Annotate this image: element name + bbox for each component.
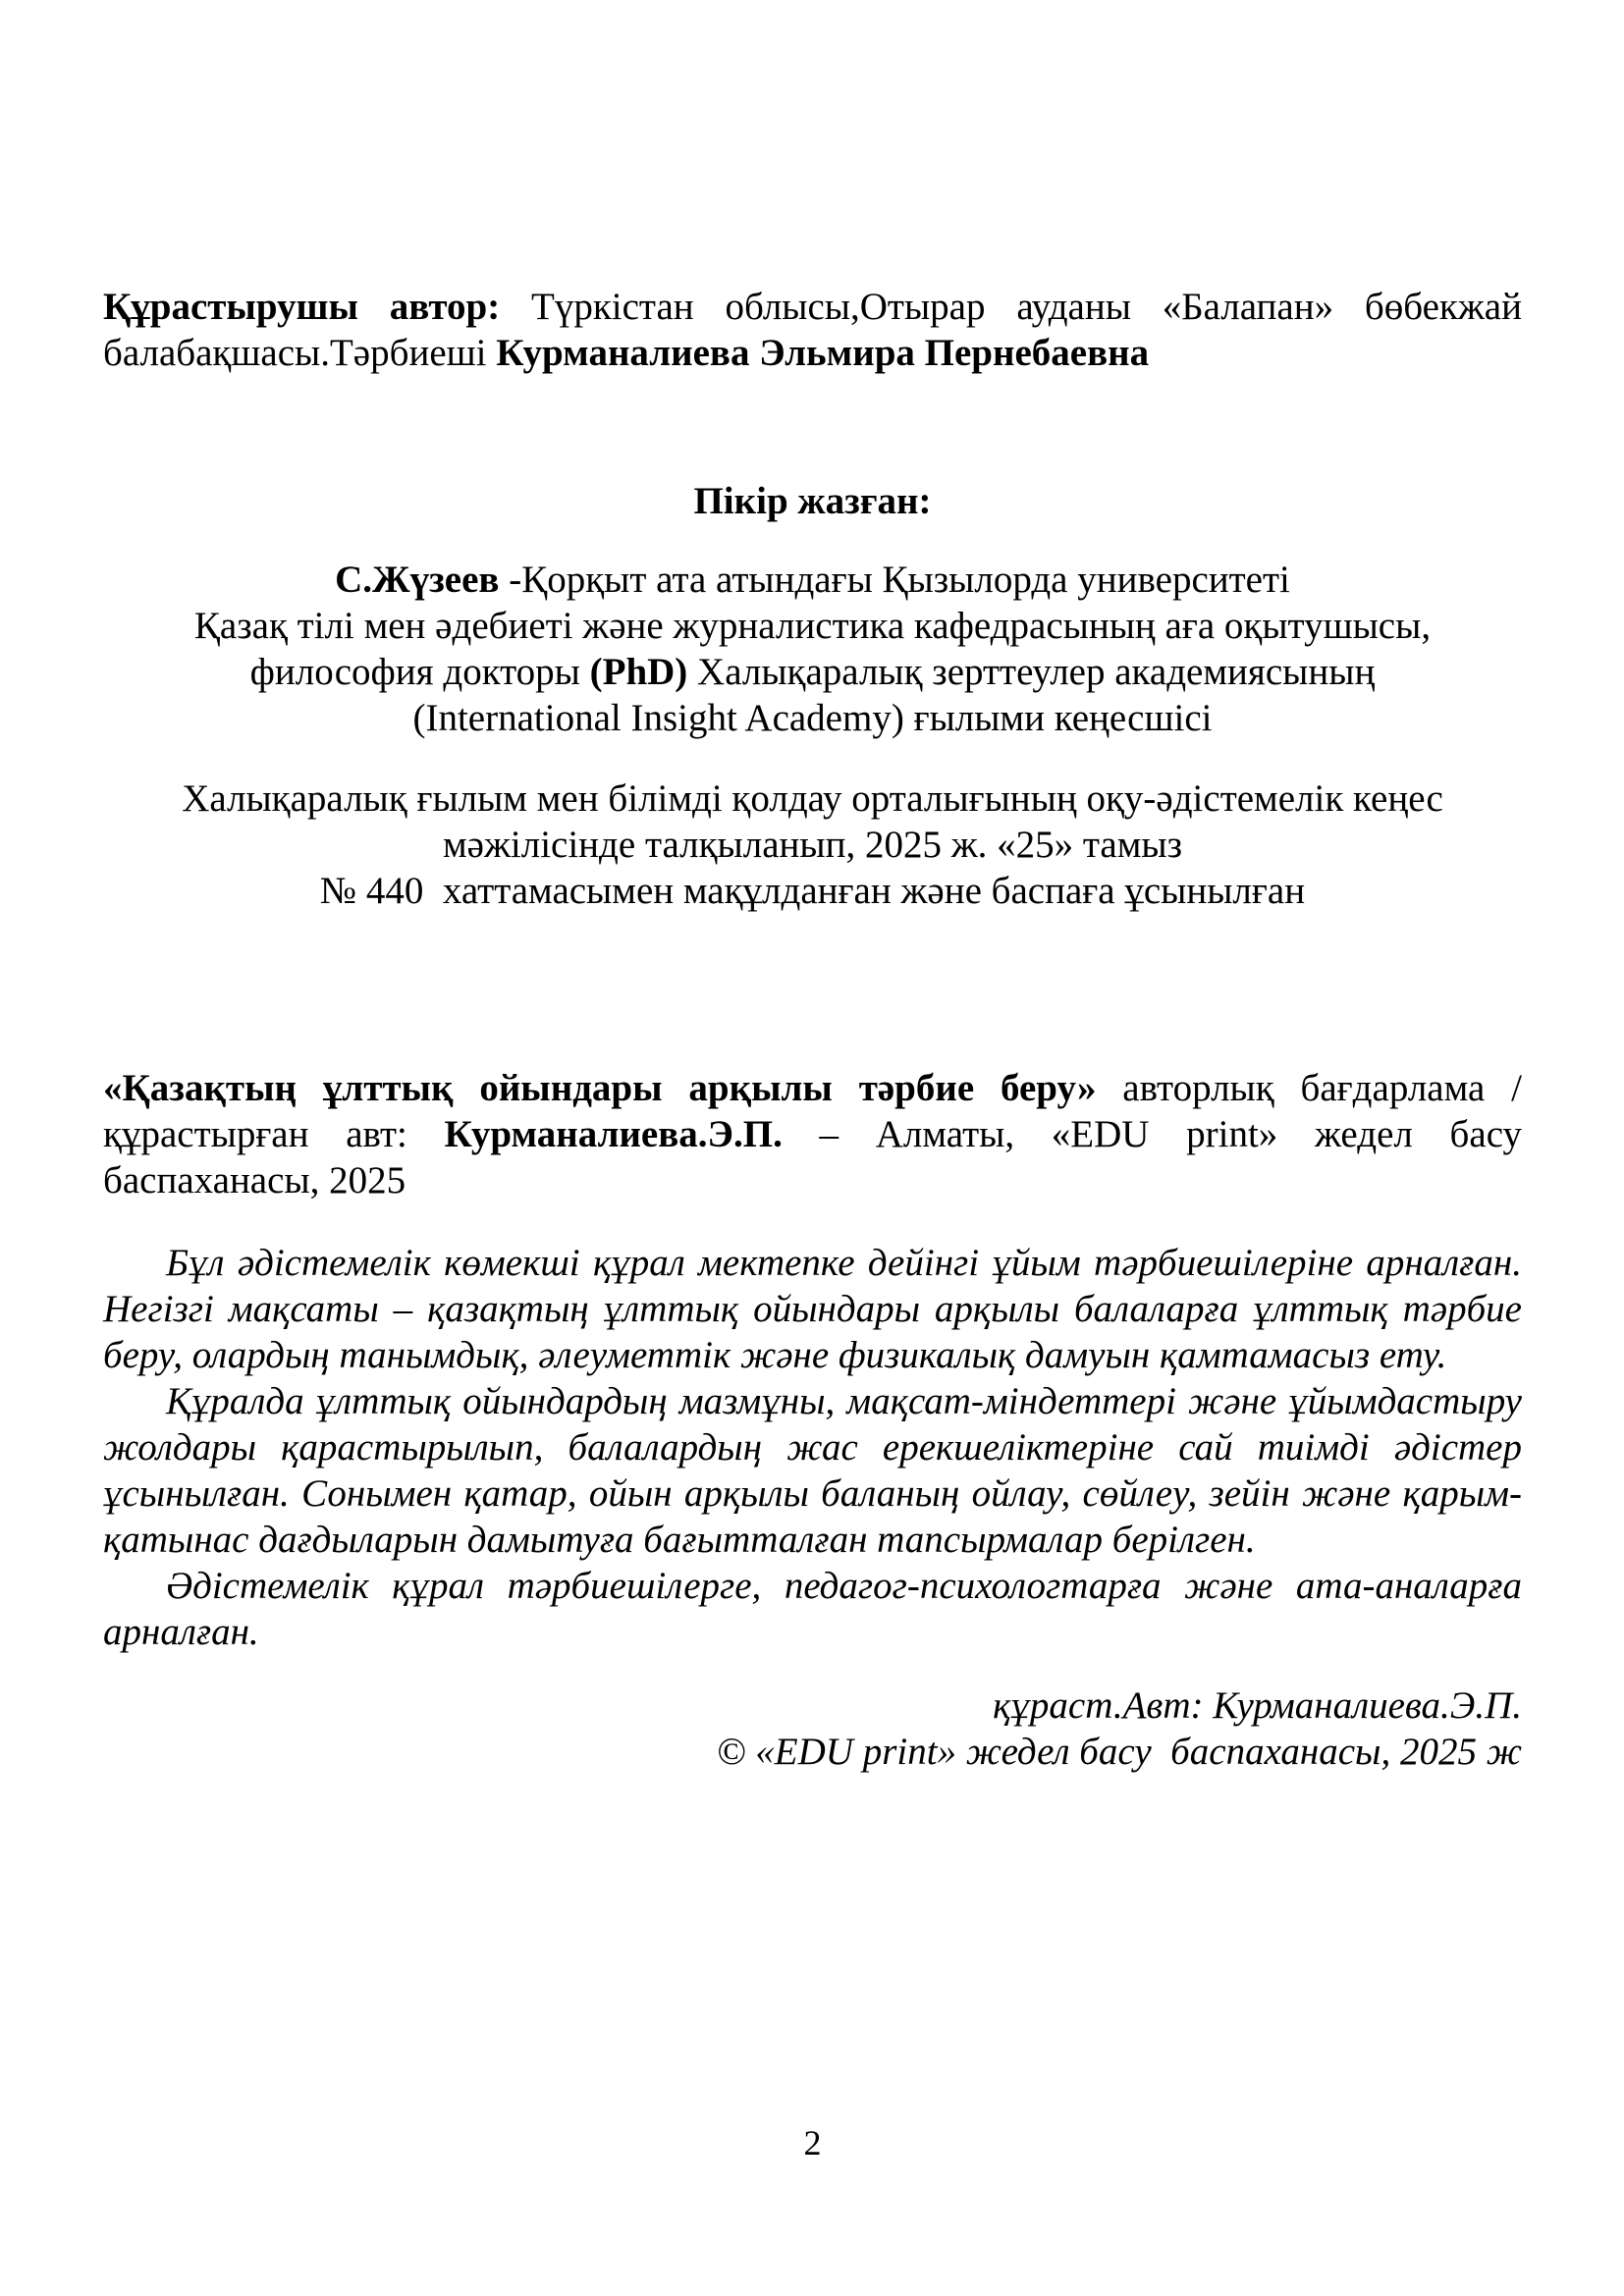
reviewer-line-1 bbox=[103, 557, 1522, 603]
approval-block bbox=[103, 775, 1522, 914]
annotation-paragraph-3: Әдістемелік құрал тәрбиешілерге, педагог-психологтарға және ата-аналарға арналған. bbox=[103, 1565, 1522, 1653]
reviewer-degree-text: философия докторы bbox=[249, 651, 590, 693]
reviewer-line-4: (International Insight Academy) ғылыми кеңесшісі bbox=[412, 697, 1213, 739]
imprint-author-name: Курманалиева.Э.П. bbox=[444, 1113, 783, 1155]
reviewer-academy-text: Халықаралық зерттеулер академиясының bbox=[687, 651, 1376, 693]
approval-line-3: № 440 хаттамасымен мақұлданған және баспаға ұсынылған bbox=[319, 870, 1306, 912]
approval-line-1: Халықаралық ғылым мен білімді қолдау орталығының оқу-әдістемелік кеңес bbox=[182, 777, 1443, 820]
annotation-block bbox=[103, 1240, 1522, 1655]
approval-line-2: мәжілісінде талқыланып, 2025 ж. «25» тамыз bbox=[442, 824, 1183, 866]
reviewer-university: -Қорқыт ата атындағы Қызылорда университеті bbox=[499, 559, 1290, 601]
page-number: 2 bbox=[803, 2123, 822, 2163]
reviewer-name: С.Жүзеев bbox=[335, 559, 500, 601]
author-name: Курманалиева Эльмира Пернебаевна bbox=[496, 332, 1150, 374]
book-title: «Қазақтың ұлттық ойындары арқылы тәрбие беру» bbox=[103, 1067, 1097, 1109]
annotation-paragraph-2: Құралда ұлттық ойындардың мазмұны, мақсат-міндеттері және ұйымдастыру жолдары қарастырылып, балалардың жас ерекшеліктеріне сай тиімді әдістер ұсынылған. Сонымен қатар, ойын арқылы баланың ойлау, сөйлеу, зейін және қарым-қатынас дағдыларын дамытуға бағытталған тапсырмалар берілген. bbox=[103, 1380, 1522, 1561]
reviewer-phd-label: (PhD) bbox=[589, 651, 688, 693]
reviewer-line-2: Қазақ тілі мен әдебиеті және журналистика кафедрасының аға оқытушысы, bbox=[193, 605, 1432, 647]
author-label: Құрастырушы автор: bbox=[103, 286, 501, 328]
imprint-middle-text: авторлық бағдарлама /құрастырған авт: bbox=[103, 1067, 1523, 1155]
colophon-author-line: құраст.Авт: Курманалиева.Э.П. bbox=[993, 1684, 1522, 1727]
imprint-publisher-text: – Алматы, «EDU print» жедел басу баспаханасы, 2025 bbox=[103, 1113, 1522, 1201]
reviewer-line-3 bbox=[103, 649, 1522, 695]
colophon-block bbox=[103, 1682, 1522, 1775]
author-affiliation-text: Түркістан облысы,Отырар ауданы «Балапан» бөбекжай балабақшасы.Тәрбиеші bbox=[103, 286, 1522, 374]
reviewer-block bbox=[103, 557, 1522, 741]
review-heading: Пікір жазған: bbox=[693, 480, 932, 522]
author-paragraph bbox=[103, 284, 1522, 376]
imprint-paragraph bbox=[103, 1065, 1522, 1203]
colophon-copyright-line: © «EDU print» жедел басу баспаханасы, 2025 ж bbox=[716, 1731, 1522, 1773]
annotation-paragraph-1: Бұл әдістемелік көмекші құрал мектепке дейінгі ұйым тәрбиешілеріне арналған. Негізгі мақсаты – қазақтың ұлттық ойындары арқылы балаларға ұлттық тәрбие беру, олардың танымдық, әлеуметтік және физикалық дамуын қамтамасыз ету. bbox=[103, 1242, 1522, 1376]
